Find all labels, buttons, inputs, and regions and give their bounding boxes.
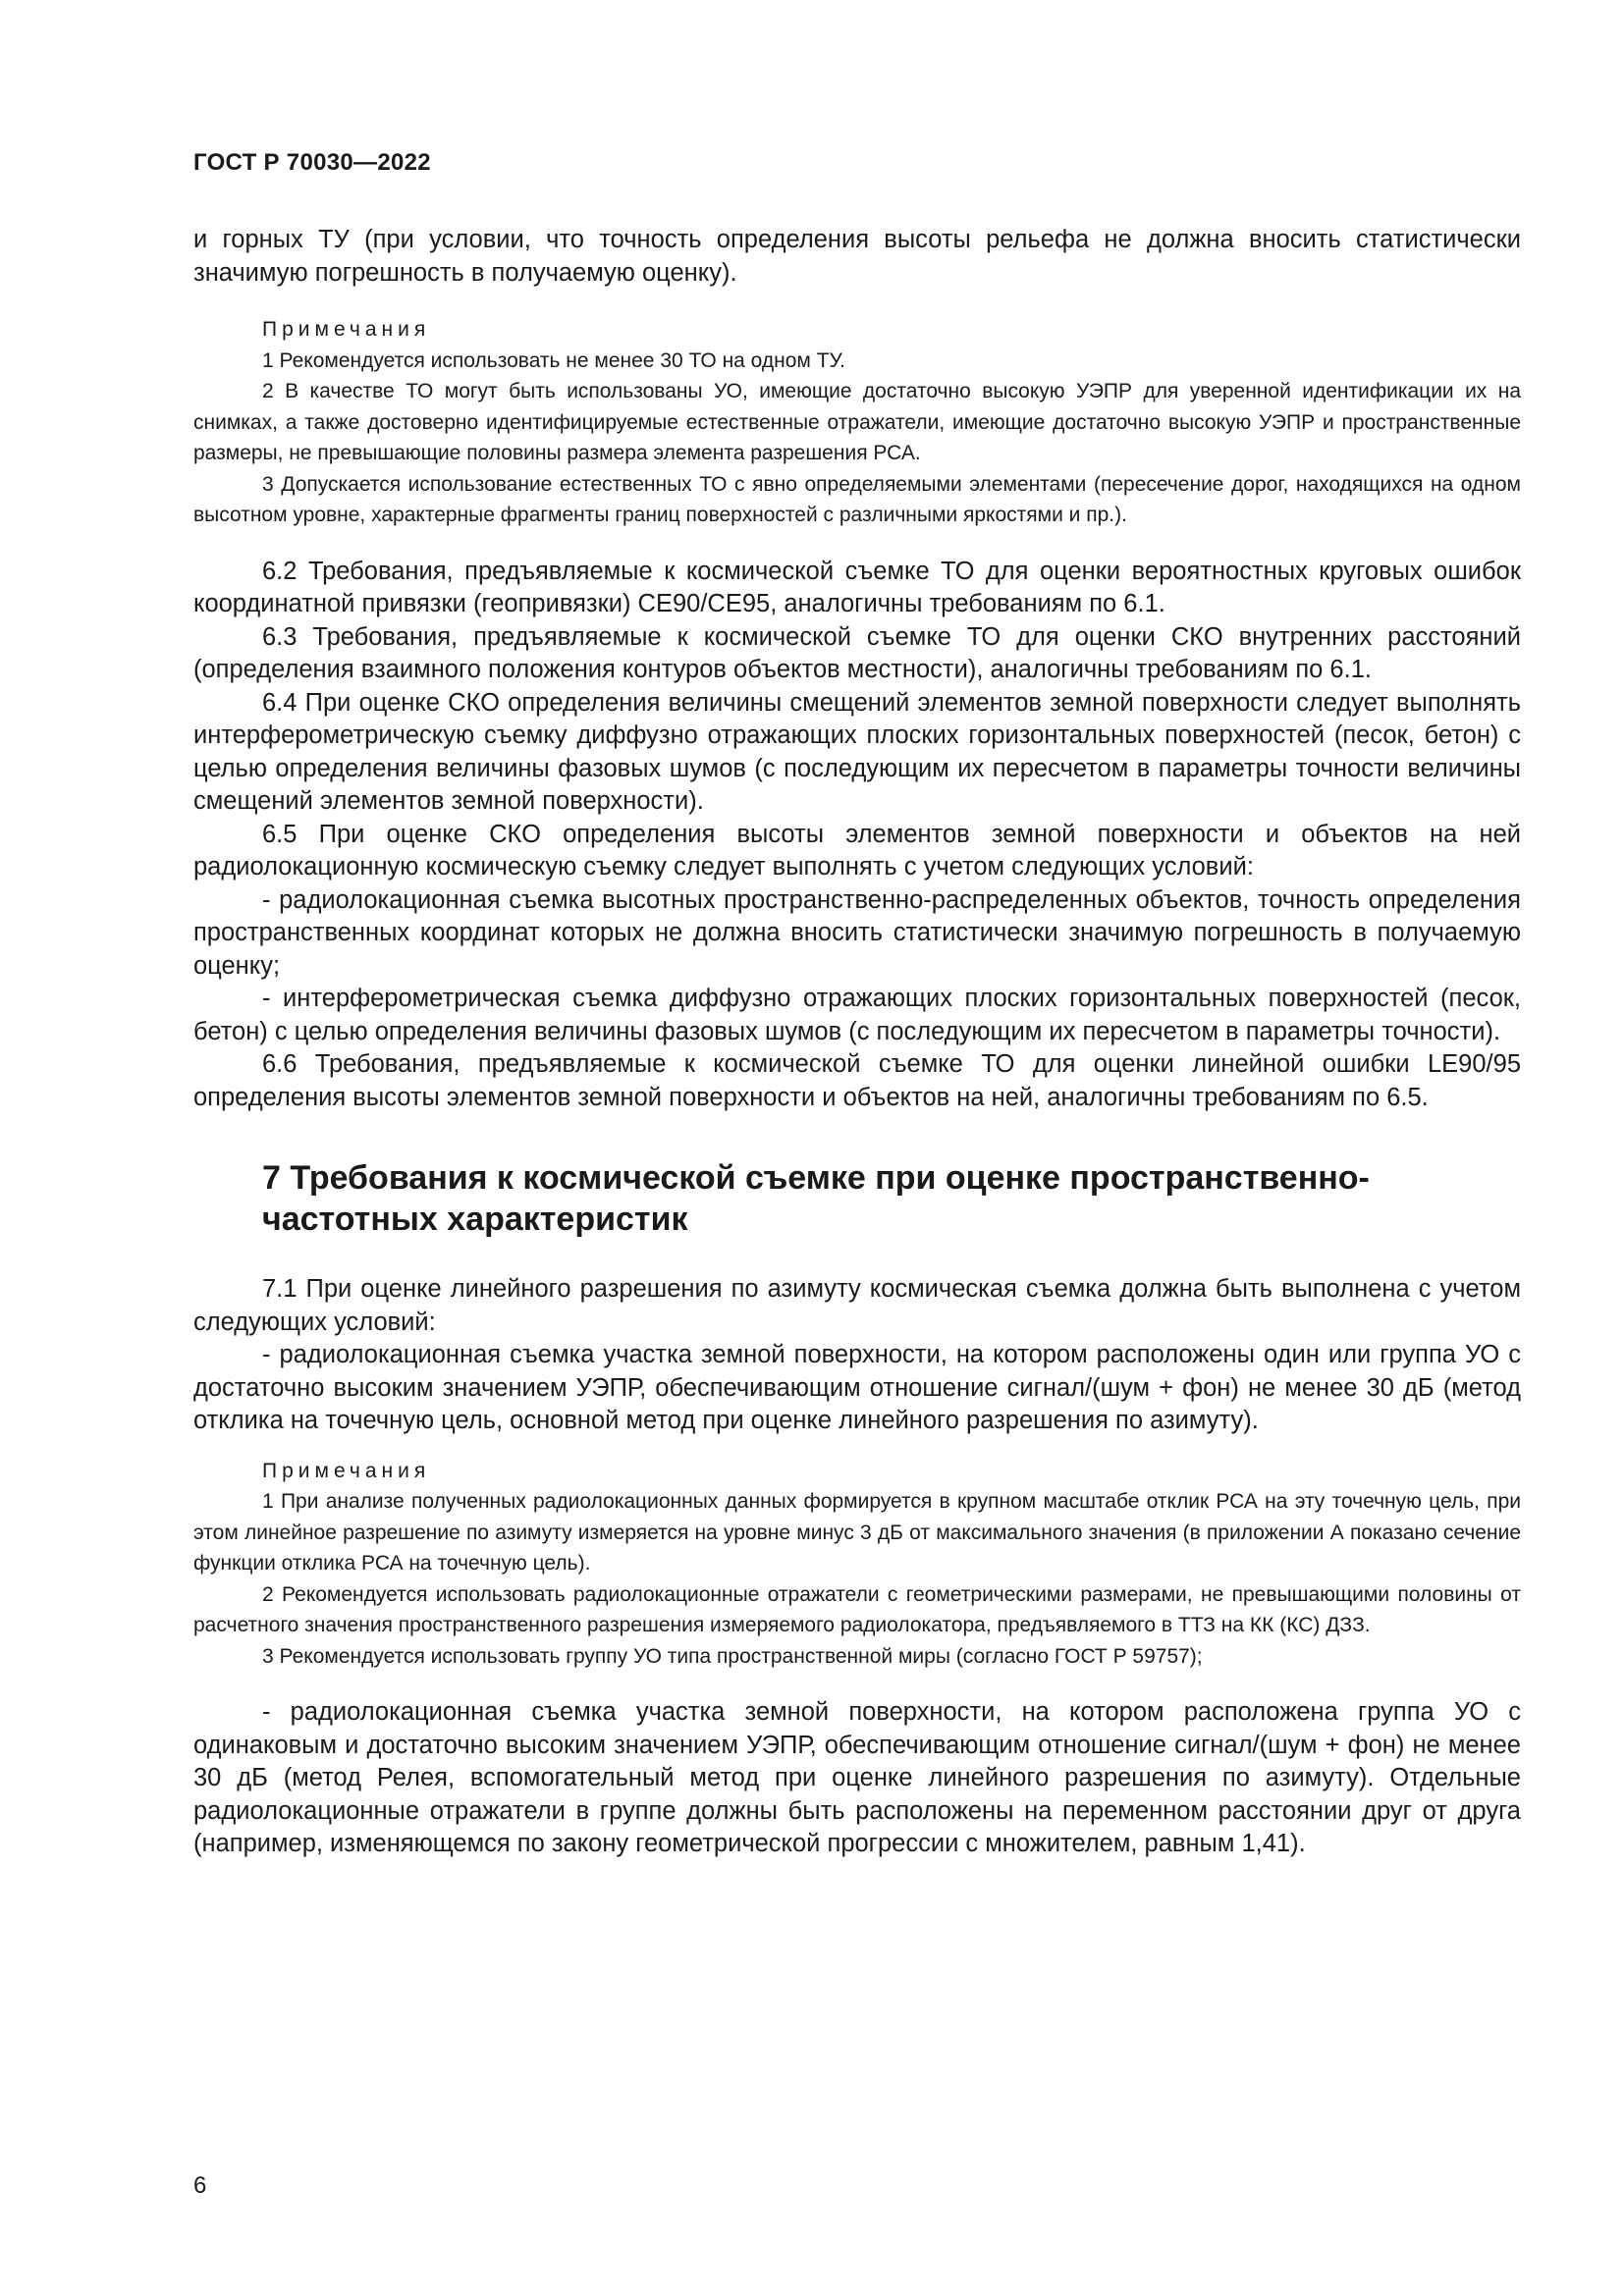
paragraph-6-5: 6.5 При оценке СКО определения высоты элементов земной поверхности и объектов на ней радиолокационную космическую съемку следует выполнять с учетом следующих условий: [193,820,1521,881]
note-item: 3 Рекомендуется использовать группу УО типа пространственной миры (согласно ГОСТ Р 59757); [262,1644,1203,1668]
list-item: - радиолокационная съемка участка земной поверхности, на котором расположены один или группа УО с достаточно высоким значением УЭПР, обеспечивающим отношение сигнал/(шум + фон) не менее 30 дБ (метод отклика на точечную цель, основной метод при оценке линейного разрешения по азимуту). [193,1341,1521,1434]
note-item: 1 При анализе полученных радиолокационных данных формируется в крупном масштабе отклик РСА на эту точечную цель, при этом линейное разрешение по азимуту измеряется на уровне минус 3 дБ от максимального значения (в приложении А показано сечение функции отклика РСА на точечную цель). [193,1490,1521,1575]
paragraph-6-4: 6.4 При оценке СКО определения величины смещений элементов земной поверхности следует выполнять интерферометрическую съемку диффузно отражающих плоских горизонтальных поверхностей (песок, бетон) с целью определения величины фазовых шумов (с последующим их пересчетом в параметры точности величины смещений элементов земной поверхности). [193,688,1521,815]
page-number: 6 [193,2172,207,2199]
paragraph-intro: и горных ТУ (при условии, что точность определения высоты рельефа не должна вносить статистически значимую погрешность в получаемую оценку). [193,226,1521,287]
notes-block-2 [193,1456,1521,1673]
note-item: 1 Рекомендуется использовать не менее 30 ТО на одном ТУ. [262,348,845,372]
section-7-heading: 7 Требования к космической съемке при оценке пространственно-частотных характеристик [262,1159,1370,1238]
document-header: ГОСТ Р 70030—2022 [193,149,431,176]
list-item: - радиолокационная съемка высотных пространственно-распределенных объектов, точность определения пространственных координат которых не должна вносить статистически значимую погрешность в получаемую оценку; [193,885,1521,980]
list-item: - радиолокационная съемка участка земной поверхности, на котором расположена группа УО с одинаковым и достаточно высоким значением УЭПР, обеспечивающим отношение сигнал/(шум + фон) не менее 30 дБ (метод Релея, вспомогательный метод при оценке линейного разрешения по азимуту). Отдельные радиолокационные отражатели в группе должны быть расположены на переменном расстоянии друг от друга (например, изменяющемся по закону геометрической прогрессии с множителем, равным 1,41). [193,1698,1521,1857]
list-item: - интерферометрическая съемка диффузно отражающих плоских горизонтальных поверхностей (песок, бетон) с целью определения величины фазовых шумов (с последующим их пересчетом в параметры точности). [193,985,1521,1045]
note-item: 2 В качестве ТО могут быть использованы УО, имеющие достаточно высокую УЭПР для уверенной идентификации их на снимках, а также достоверно идентифицируемые естественные отражатели, имеющие достаточно высокую УЭПР и пространственные размеры, не превышающие половины размера элемента разрешения РСА. [193,380,1521,464]
notes-title: Примечания [262,318,431,341]
document-body [193,224,1521,1861]
note-item: 3 Допускается использование естественных ТО с явно определяемыми элементами (пересечение дорог, находящихся на одном высотном уровне, характерные фрагменты границ поверхностей с различными яркостями и пр.). [193,472,1521,526]
paragraph-6-6: 6.6 Требования, предъявляемые к космической съемке ТО для оценки линейной ошибки LE90/95 определения высоты элементов земной поверхности и объектов на ней, аналогичны требованиям по 6.5. [193,1050,1521,1111]
paragraph-6-3: 6.3 Требования, предъявляемые к космической съемке ТО для оценки СКО внутренних расстояний (определения взаимного положения контуров объектов местности), аналогичны требованиям по 6.1. [193,622,1521,683]
notes-block-1 [193,314,1521,531]
notes-title: Примечания [262,1459,431,1482]
paragraph-6-2: 6.2 Требования, предъявляемые к космической съемке ТО для оценки вероятностных круговых ошибок координатной привязки (геопривязки) CE90/CE95, аналогичны требованиям по 6.1. [193,557,1521,617]
paragraph-7-1: 7.1 При оценке линейного разрешения по азимуту космическая съемка должна быть выполнена с учетом следующих условий: [193,1275,1521,1336]
note-item: 2 Рекомендуется использовать радиолокационные отражатели с геометрическими размерами, не превышающими половины от расчетного значения пространственного разрешения измеряемого радиолокатора, предъявляемого в ТТЗ на КК (КС) ДЗЗ. [193,1582,1521,1636]
